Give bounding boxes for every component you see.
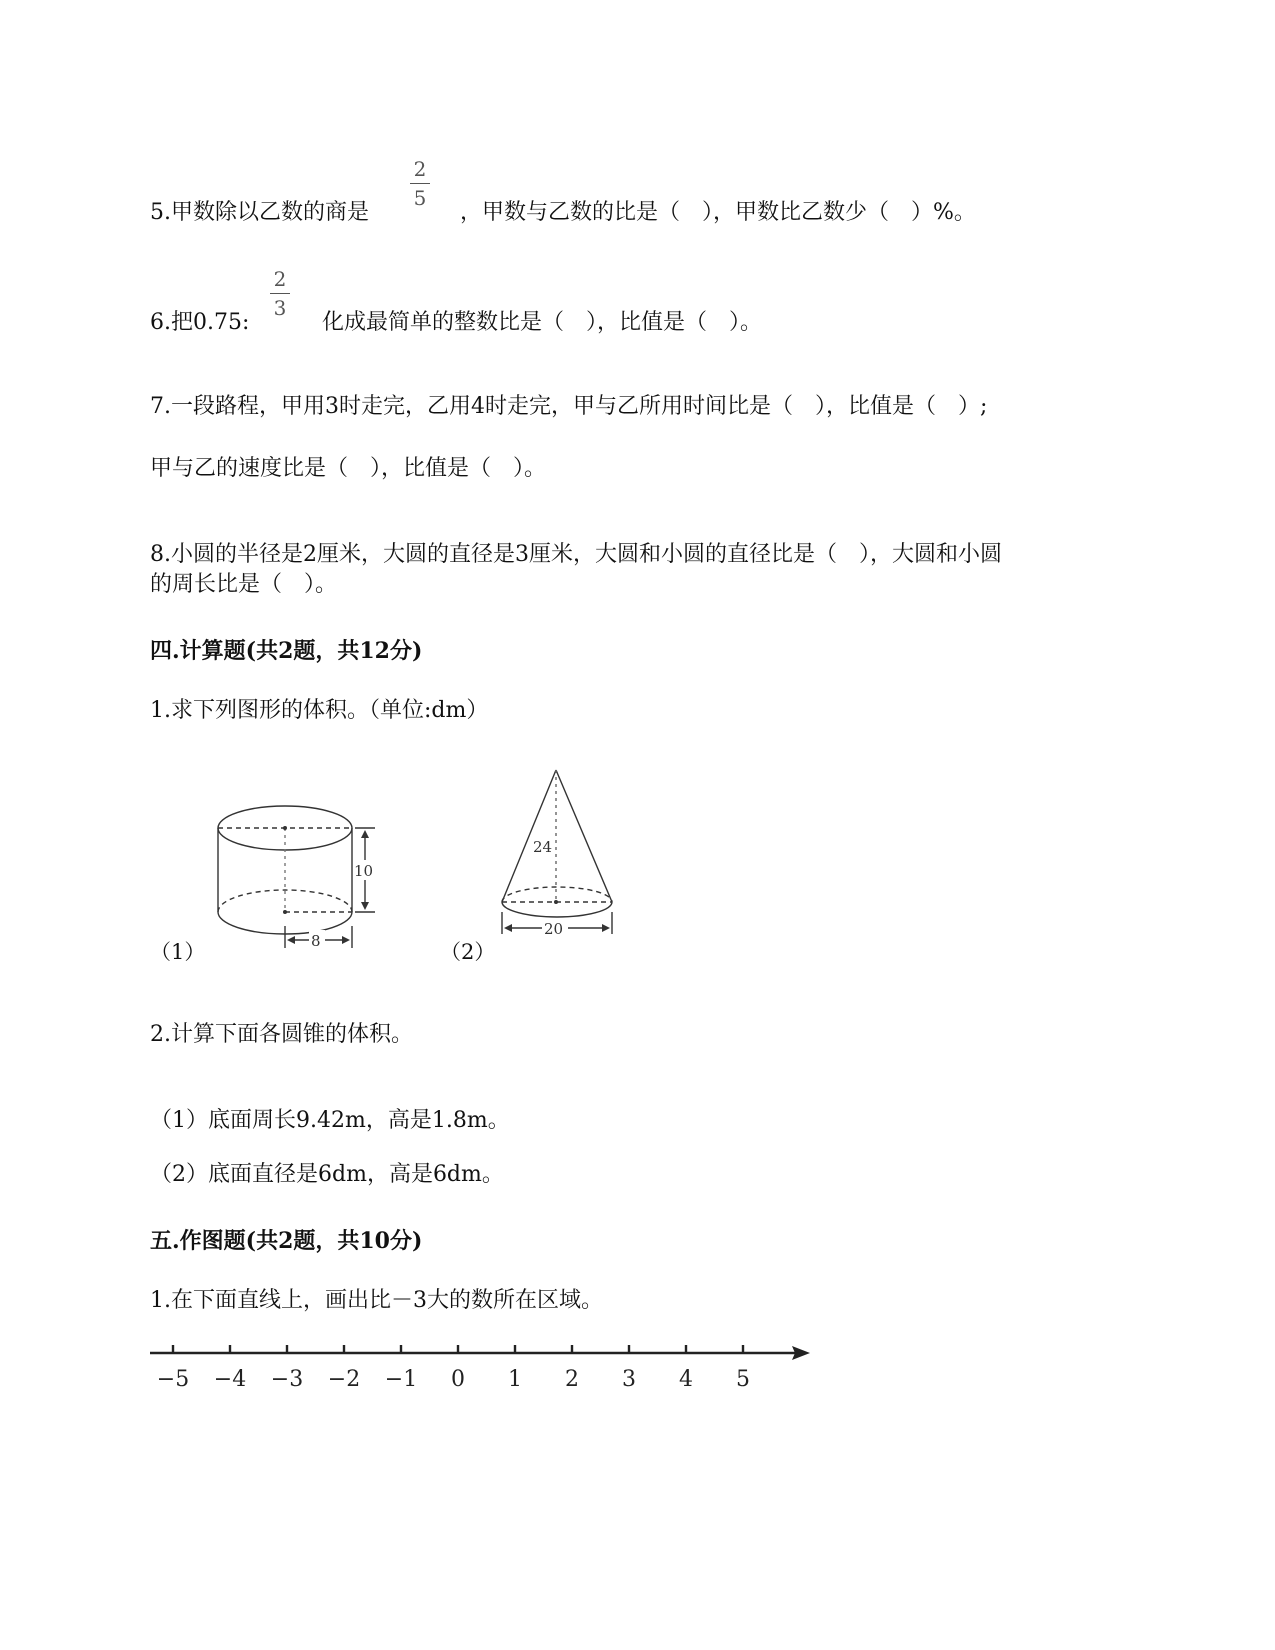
section4-q2-item1: （1）底面周长9.42m，高是1.8m。	[150, 1108, 510, 1133]
section4-q2-item2: （2）底面直径是6dm，高是6dm。	[150, 1162, 504, 1187]
number-line-tick-label: −2	[327, 1367, 361, 1392]
cylinder-radius-arrow-left	[287, 936, 295, 944]
q6-prefix: 6.把0.75:	[150, 310, 250, 335]
cylinder-height-label: 10	[354, 862, 374, 880]
fig2-label: （2）	[440, 940, 496, 964]
cone-figure	[490, 762, 630, 942]
cylinder-bottom-center	[283, 910, 287, 914]
q6-frac-bar	[270, 293, 290, 294]
number-line-tick-label: 5	[736, 1367, 750, 1392]
cylinder-radius-arrow-right	[342, 936, 350, 944]
section5-q1-text: 1.在下面直线上，画出比－3大的数所在区域。	[150, 1288, 603, 1313]
q6-frac-numerator: 2	[273, 267, 287, 291]
q5-frac-numerator: 2	[413, 157, 427, 181]
q8-line1: 8.小圆的半径是2厘米，大圆的直径是3厘米，大圆和小圆的直径比是（ ），大圆和小圆	[150, 542, 1002, 567]
q5-suffix: ，甲数与乙数的比是（ ），甲数比乙数少（ ）%。	[460, 200, 976, 225]
cone-base-front	[502, 902, 612, 917]
section5-title: 五.作图题(共2题，共10分)	[150, 1228, 423, 1254]
q5-prefix: 5.甲数除以乙数的商是	[150, 200, 369, 225]
q5-fraction	[408, 156, 432, 211]
cone-base-back	[502, 887, 612, 902]
number-line-tick-label: −4	[213, 1367, 247, 1392]
cylinder-height-arrow-down	[361, 902, 369, 910]
q5-frac-bar	[410, 183, 430, 184]
cylinder-height-arrow-up	[361, 830, 369, 838]
cylinder-figure	[205, 790, 405, 955]
section4-q2-text: 2.计算下面各圆锥的体积。	[150, 1022, 413, 1047]
cone-dim-arrow-right	[602, 924, 610, 932]
number-line-tick-label: 3	[622, 1367, 636, 1392]
cone-right-edge	[556, 770, 612, 902]
number-line-tick-label: −5	[156, 1367, 190, 1392]
q6-fraction	[268, 266, 292, 321]
cone-height-label: 24	[533, 838, 553, 856]
cone-diameter-label: 20	[544, 920, 564, 938]
number-line-tick-label: 2	[565, 1367, 579, 1392]
number-line[interactable]	[140, 1336, 820, 1396]
cylinder-radius-label: 8	[311, 932, 321, 950]
number-line-tick-label: 0	[451, 1367, 465, 1392]
q8-line2: 的周长比是（ ）。	[150, 572, 338, 597]
section4-q1-text: 1.求下列图形的体积。（单位:dm）	[150, 698, 489, 723]
cone-left-edge	[502, 770, 556, 902]
cylinder-top-center	[283, 826, 287, 830]
number-line-tick-label: 1	[508, 1367, 522, 1392]
number-line-tick-label: −3	[270, 1367, 304, 1392]
q7-line1: 7.一段路程，甲用3时走完，乙用4时走完，甲与乙所用时间比是（ ），比值是（ ）;	[150, 394, 988, 419]
number-line-tick-label: 4	[679, 1367, 693, 1392]
fig1-label: （1）	[150, 940, 206, 964]
q6-suffix: 化成最简单的整数比是（ ），比值是（ ）。	[322, 310, 763, 335]
number-line-tick-label: −1	[384, 1367, 418, 1392]
q7-line2: 甲与乙的速度比是（ ），比值是（ ）。	[150, 456, 547, 481]
q5-frac-denominator: 5	[413, 186, 427, 210]
cone-base-center	[554, 900, 558, 904]
section4-title: 四.计算题(共2题，共12分)	[150, 638, 423, 664]
q6-frac-denominator: 3	[273, 296, 287, 320]
cone-dim-arrow-left	[504, 924, 512, 932]
